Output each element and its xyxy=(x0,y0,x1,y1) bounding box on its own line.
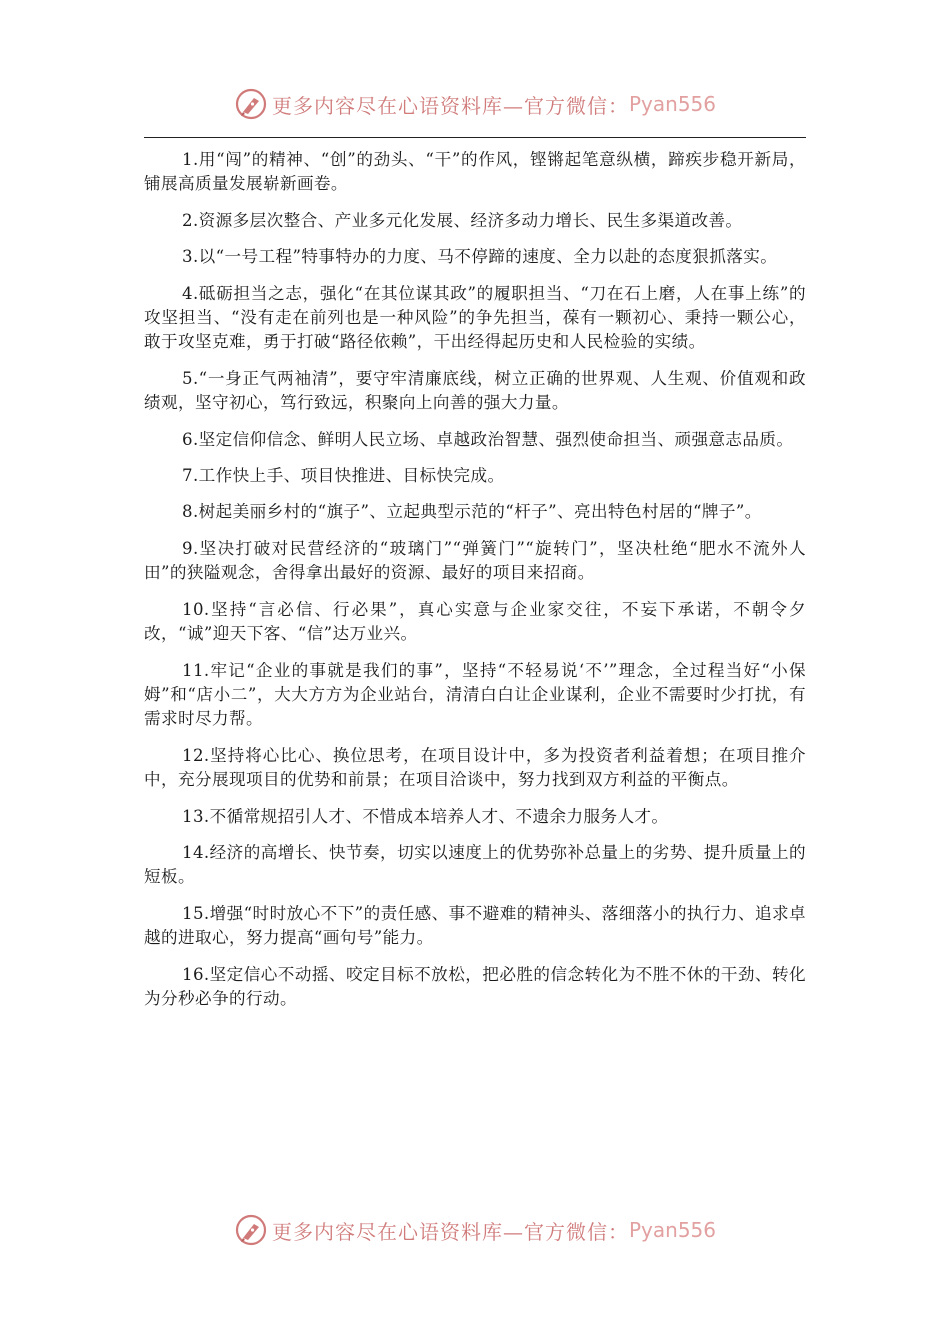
paragraph-16: 16.坚定信心不动摇、咬定目标不放松，把必胜的信念转化为不胜不休的干劲、转化为分秒必争的行动。 xyxy=(144,964,806,1008)
paragraph-15: 15.增强“时时放心不下”的责任感、事不避难的精神头、落细落小的执行力、追求卓越的进取心，努力提高“画句号”能力。 xyxy=(144,903,806,948)
header-banner xyxy=(0,84,950,124)
paragraph-3: 3.以“一号工程”特事特办的力度、马不停蹄的速度、全力以赴的态度狠抓落实。 xyxy=(182,247,778,267)
paragraph-10: 10.坚持“言必信、行必果”，真心实意与企业家交往，不妄下承诺，不朝令夕改，“诚”迎天下客、“信”达万业兴。 xyxy=(144,599,806,644)
paragraph-11: 11.牢记“企业的事就是我们的事”，坚持“不轻易说‘不’”理念，全过程当好“小保姆”和“店小二”，大大方方为企业站台，清清白白让企业谋利，企业不需要时少打扰，有需求时尽力帮。 xyxy=(144,660,806,729)
paragraph-5: 5.“一身正气两袖清”，要守牢清廉底线，树立正确的世界观、人生观、价值观和政绩观，坚守初心，笃行致远，积聚向上向善的强大力量。 xyxy=(144,368,806,413)
footer-banner-text: 更多内容尽在心语资料库—官方微信： xyxy=(271,1219,629,1244)
paragraph-1: 1.用“闯”的精神、“创”的劲头、“干”的作风，铿锵起笔意纵横，蹄疾步稳开新局，铺展高质量发展崭新画卷。 xyxy=(144,150,806,194)
footer-banner-handle: Pyan556 xyxy=(628,1218,716,1242)
paragraph-6: 6.坚定信仰信念、鲜明人民立场、卓越政治智慧、强烈使命担当、顽强意志品质。 xyxy=(182,429,794,449)
header-banner-handle: Pyan556 xyxy=(628,92,716,116)
paragraph-4: 4.砥砺担当之志，强化“在其位谋其政”的履职担当、“刀在石上磨，人在事上练”的攻坚担当、“没有走在前列也是一种风险”的争先担当，葆有一颗初心、秉持一颗公心，敢于攻坚克难，勇于打破“路径依赖”，干出经得起历史和人民检验的实绩。 xyxy=(144,283,806,352)
paragraph-9: 9.坚决打破对民营经济的“玻璃门”“弹簧门”“旋转门”，坚决杜绝“肥水不流外人田”的狭隘观念，舍得拿出最好的资源、最好的项目来招商。 xyxy=(144,538,806,583)
paragraph-12: 12.坚持将心比心、换位思考，在项目设计中，多为投资者利益着想；在项目推介中，充分展现项目的优势和前景；在项目洽谈中，努力找到双方利益的平衡点。 xyxy=(144,745,806,790)
header-banner-text: 更多内容尽在心语资料库—官方微信： xyxy=(271,93,629,118)
document-body xyxy=(144,148,806,1023)
footer-banner xyxy=(0,1210,950,1250)
paragraph-13: 13.不循常规招引人才、不惜成本培养人才、不遗余力服务人才。 xyxy=(182,806,669,826)
paragraph-7: 7.工作快上手、项目快推进、目标快完成。 xyxy=(182,466,505,486)
pen-nib-logo-icon xyxy=(234,87,268,121)
pen-nib-logo-icon xyxy=(234,1213,268,1247)
header-divider xyxy=(144,137,806,138)
paragraph-8: 8.树起美丽乡村的“旗子”、立起典型示范的“杆子”、亮出特色村居的“牌子”。 xyxy=(182,502,762,522)
paragraph-2: 2.资源多层次整合、产业多元化发展、经济多动力增长、民生多渠道改善。 xyxy=(182,210,743,230)
paragraph-14: 14.经济的高增长、快节奏，切实以速度上的优势弥补总量上的劣势、提升质量上的短板。 xyxy=(144,842,806,887)
